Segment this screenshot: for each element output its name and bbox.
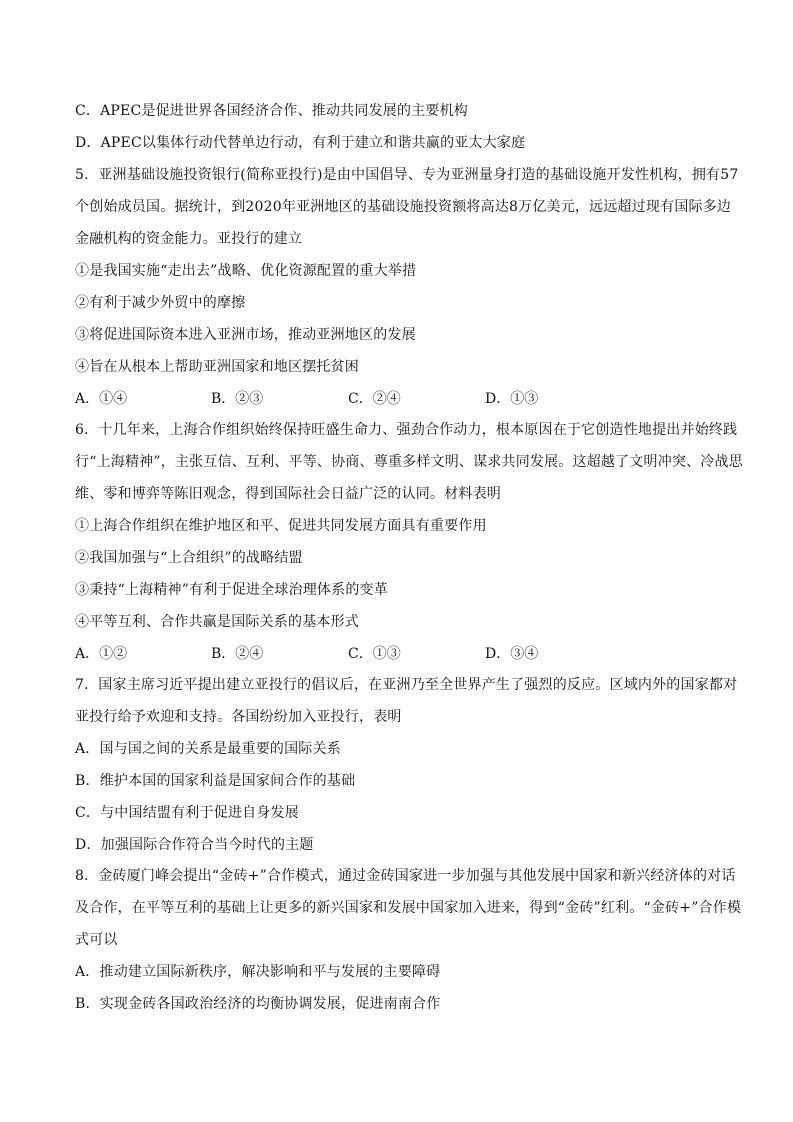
q7-stem-line-1: 7．国家主席习近平提出建立亚投行的倡议后，在亚洲乃至全世界产生了强烈的反应。区域内外的国家都对	[75, 677, 738, 693]
q5-option-a: A．①④	[75, 391, 128, 407]
q5-statement-2: ②有利于减少外贸中的摩擦	[75, 295, 246, 311]
q6-options	[75, 644, 725, 664]
q5-stem-line-1: 5．亚洲基础设施投资银行(简称亚投行)是由中国倡导、专为亚洲量身打造的基础设施开发性机构，拥有57	[75, 167, 739, 183]
q6-option-a: A．①②	[75, 646, 128, 662]
q5-statement-1: ①是我国实施“走出去”战略、优化资源配置的重大举措	[75, 263, 417, 279]
q6-statement-4: ④平等互利、合作共赢是国际关系的基本形式	[75, 614, 359, 630]
q8-stem-line-3: 式可以	[75, 932, 118, 948]
q5-option-d: D．①③	[485, 391, 539, 407]
q7-choice-c: C．与中国结盟有利于促进自身发展	[75, 805, 299, 821]
q7-choice-a: A．国与国之间的关系是最重要的国际关系	[75, 741, 341, 757]
q7-stem-line-2: 亚投行给予欢迎和支持。各国纷纷加入亚投行，表明	[75, 709, 402, 725]
q6-option-c: C．①③	[348, 646, 401, 662]
q6-statement-1: ①上海合作组织在维护地区和平、促进共同发展方面具有重要作用	[75, 518, 487, 534]
q8-stem-line-2: 及合作，在平等互利的基础上让更多的新兴国家和发展中国家加入进来，得到“金砖”红利。“金砖+”合作模	[75, 900, 742, 916]
q7-choice-b: B．维护本国的国家利益是国家间合作的基础	[75, 773, 356, 789]
q7-choice-d: D．加强国际合作符合当今时代的主题	[75, 837, 314, 853]
q4-choice-d: D．APEC以集体行动代替单边行动，有利于建立和谐共赢的亚太大家庭	[75, 135, 526, 151]
q6-stem-line-3: 维、零和博弈等陈旧观念，得到国际社会日益广泛的认同。材料表明	[75, 486, 501, 502]
q5-stem-line-3: 金融机构的资金能力。亚投行的建立	[75, 231, 303, 247]
q5-option-b: B．②③	[211, 391, 264, 407]
q6-stem-line-2: 行“上海精神”，主张互信、互利、平等、协商、尊重多样文明、谋求共同发展。这超越了文明冲突、冷战思	[75, 454, 743, 470]
q5-options	[75, 389, 725, 409]
q8-stem-line-1: 8．金砖厦门峰会提出“金砖+”合作模式，通过金砖国家进一步加强与其他发展中国家和新兴经济体的对话	[75, 868, 736, 884]
q6-statement-2: ②我国加强与“上合组织”的战略结盟	[75, 550, 303, 566]
q5-option-c: C．②④	[348, 391, 401, 407]
q8-choice-b: B．实现金砖各国政治经济的均衡协调发展，促进南南合作	[75, 996, 441, 1012]
q5-stem-line-2: 个创始成员国。据统计，到2020年亚洲地区的基础设施投资额将高达8万亿美元，远远超过现有国际多边	[75, 199, 732, 215]
q4-choice-c: C．APEC是促进世界各国经济合作、推动共同发展的主要机构	[75, 103, 468, 119]
q6-stem-line-1: 6．十几年来，上海合作组织始终保持旺盛生命力、强劲合作动力，根本原因在于它创造性地提出并始终践	[75, 422, 738, 438]
q5-statement-4: ④旨在从根本上帮助亚洲国家和地区摆托贫困	[75, 359, 359, 375]
q6-statement-3: ③秉持“上海精神”有利于促进全球治理体系的变革	[75, 582, 388, 598]
q6-option-d: D．③④	[485, 646, 539, 662]
q6-option-b: B．②④	[211, 646, 264, 662]
q8-choice-a: A．推动建立国际新秩序，解决影响和平与发展的主要障碍	[75, 964, 441, 980]
q5-statement-3: ③将促进国际资本进入亚洲市场，推动亚洲地区的发展	[75, 327, 416, 343]
